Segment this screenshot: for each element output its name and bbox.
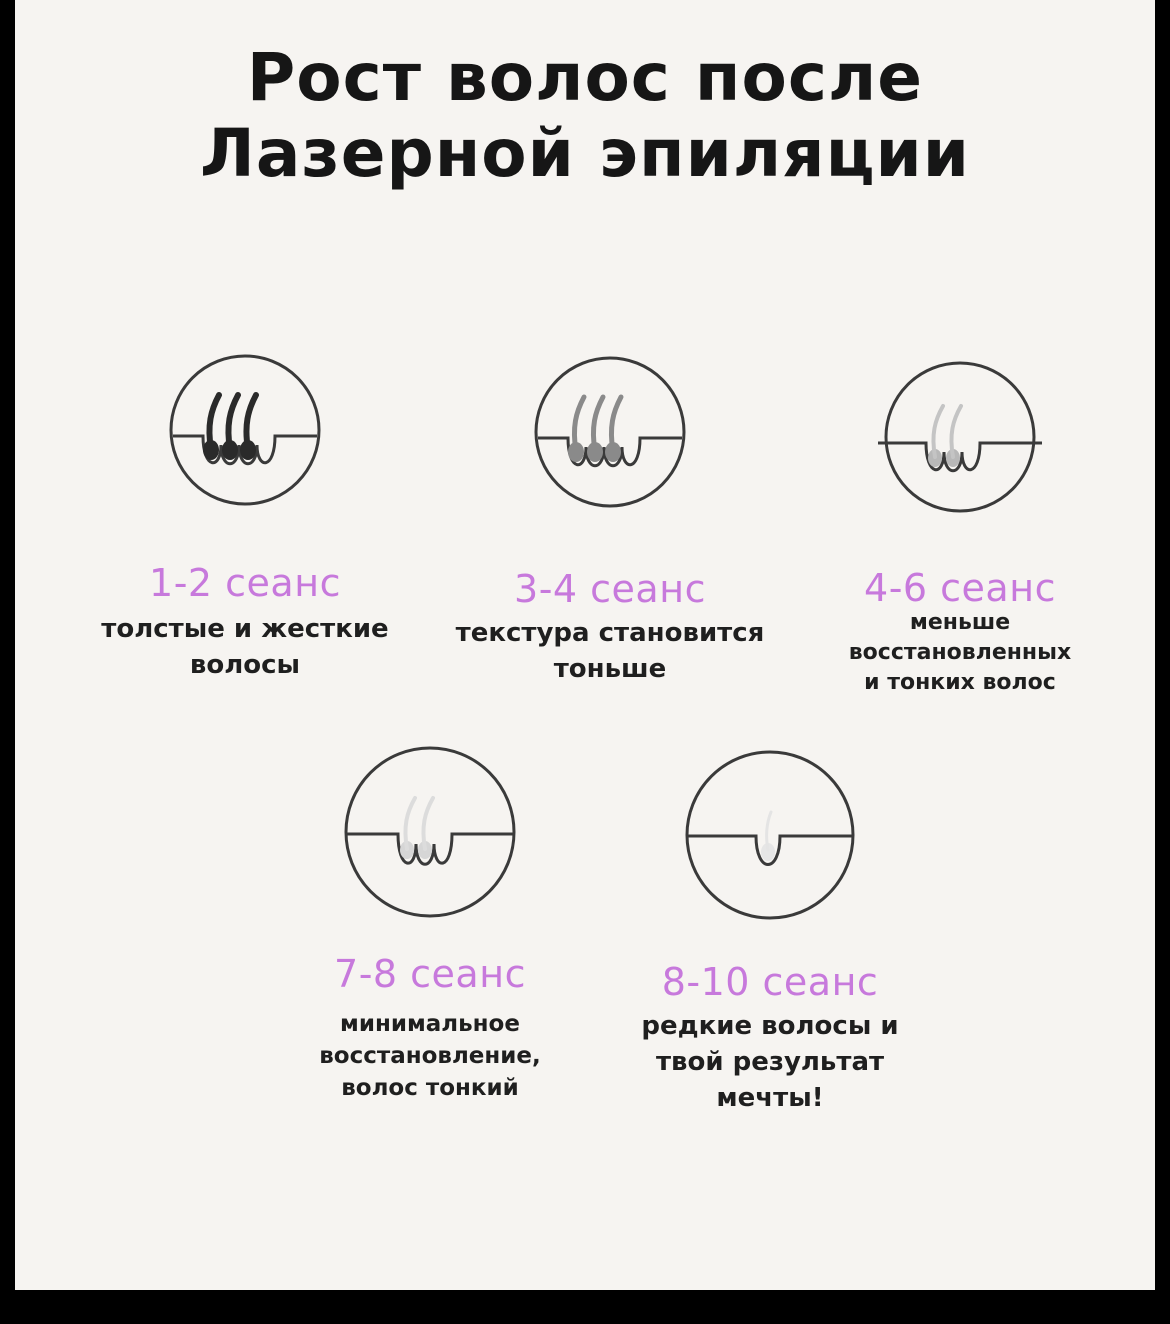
one-follicle-icon [682,750,858,920]
page-title [0,40,1170,192]
two-faint-hairs-icon [342,746,518,918]
stage-3-label: 4-6 сеанс [864,566,1056,610]
two-light-hairs-icon [872,362,1048,512]
stage-3-description: меньше восстановленных и тонких волос [848,610,1072,695]
stage-2-description: текстура становится тоньше [455,618,765,684]
title-line-2: Лазерной эпиляции [200,115,970,192]
stage-4-label: 7-8 сеанс [334,952,526,996]
title-line-1: Рост волос после [246,39,924,116]
stage-3 [780,362,1140,702]
stage-1-label: 1-2 сеанс [149,561,341,605]
stage-1-description: толстые и жесткие волосы [101,614,389,680]
stage-1 [65,355,425,695]
stage-5-label: 8-10 сеанс [661,960,879,1004]
three-medium-hairs-icon [522,357,698,507]
three-dark-hairs-icon [157,355,333,505]
stage-4-description: минимальное восстановление, волос тонкий [319,1011,541,1101]
stage-5-description: редкие волосы и твой результат мечты! [641,1011,899,1113]
stage-2 [430,357,790,697]
stage-2-label: 3-4 сеанс [514,567,706,611]
stage-4 [250,746,610,1116]
stage-5 [590,750,950,1120]
